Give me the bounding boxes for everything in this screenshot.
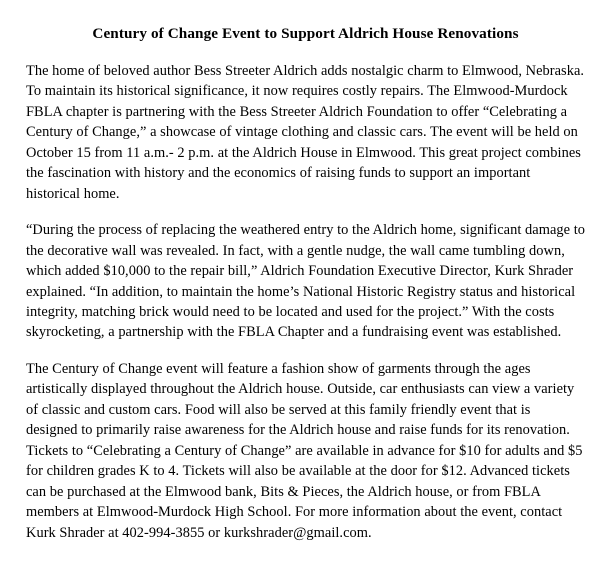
paragraph-2: “During the process of replacing the weathered entry to the Aldrich home, significant damage to the decorative wall was revealed. In fact, with a gentle nudge, the wall came tumbling down, which added $10,000 to the repair bill,” Aldrich Foundation Executive Director, Kurk Shrader explained. “In addition, to maintain the home’s National Historic Registry status and historical integrity, matching brick would need to be located and used for the project.” With the costs skyrocketing, a partnership with the FBLA Chapter and a fundraising event was established. — [26, 222, 585, 341]
paragraph-3: The Century of Change event will feature a fashion show of garments through the ages artistically displayed throughout the Aldrich house. Outside, car enthusiasts can view a variety of classic and custom cars. Food will also be served at this family friendly event that is designed to primarily raise awareness for the Aldrich house and raise funds for its renovation. Tickets to “Celebrating a Century of Change” are available in advance for $10 for adults and $5 for children grades K to 4. Tickets will also be available at the door for $12. Advanced tickets can be purchased at the Elmwood bank, Bits & Pieces, the Aldrich house, or from FBLA members at Elmwood-Murdock High School. For more information about the event, contact Kurk Shrader at 402-994-3855 or kurkshrader@gmail.com. — [26, 360, 583, 541]
paragraph-1: The home of beloved author Bess Streeter Aldrich adds nostalgic charm to Elmwood, Nebraska. To maintain its historical significance, it now requires costly repairs. The Elmwood-Murdock FBLA chapter is partnering with the Bess Streeter Aldrich Foundation to offer “Celebrating a Century of Change,” a showcase of vintage clothing and classic cars. The event will be held on October 15 from 11 a.m.- 2 p.m. at the Aldrich House in Elmwood. This great project combines the fascination with history and the economics of raising funds to support an important historical home. — [26, 63, 585, 202]
page-title: Century of Change Event to Support Aldrich House Renovations — [92, 25, 519, 42]
